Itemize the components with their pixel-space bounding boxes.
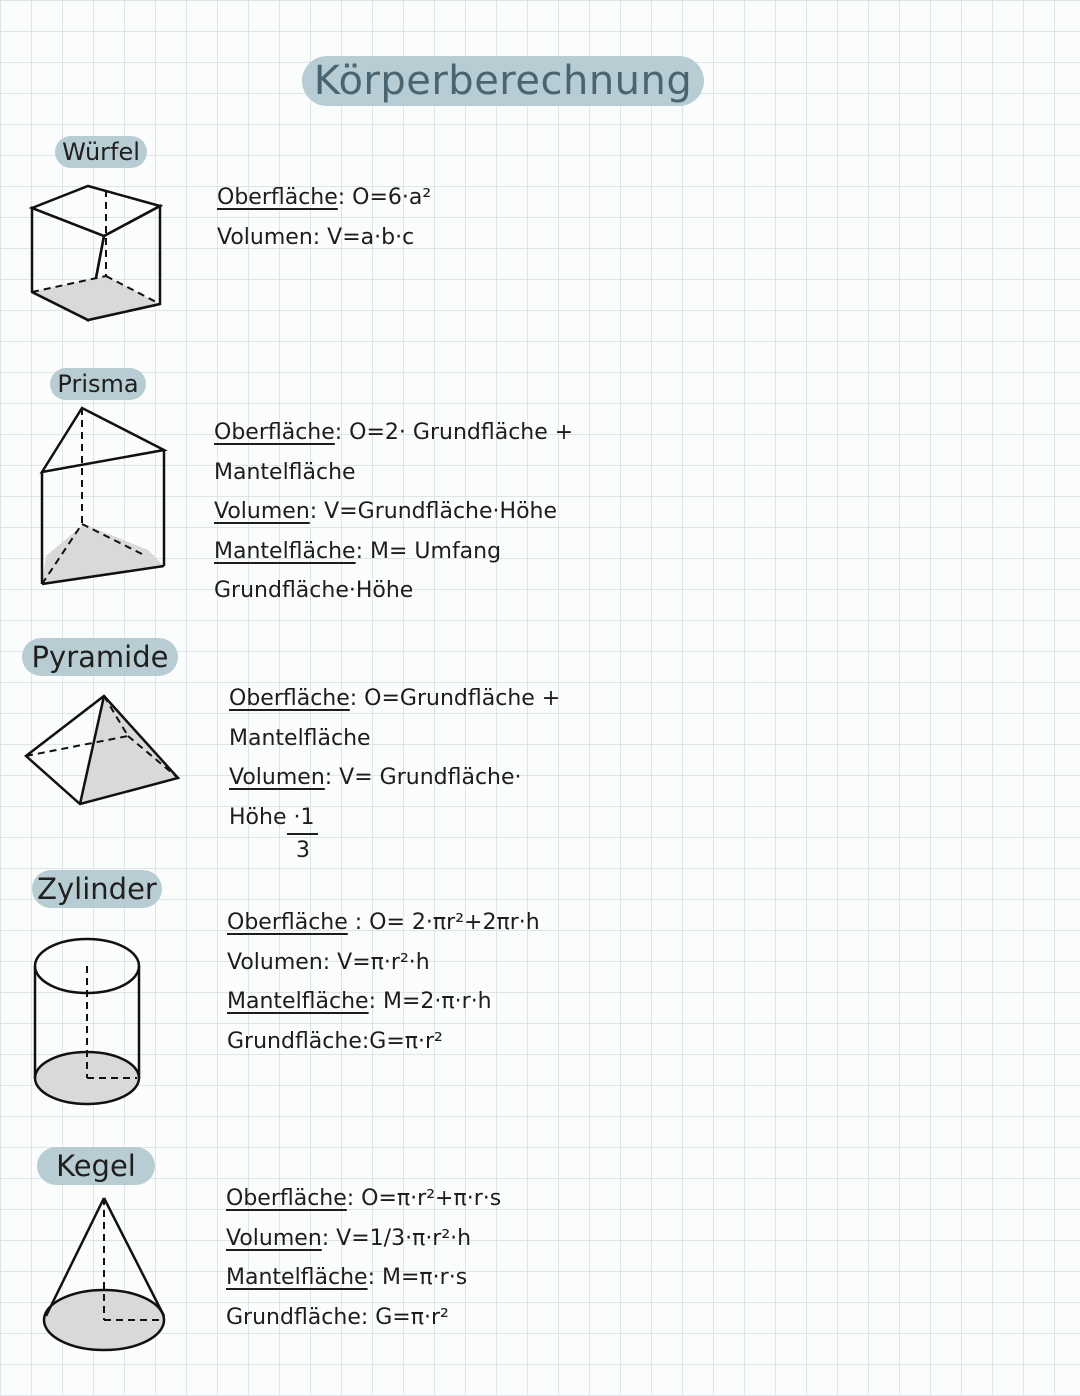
formulas-zylinder (227, 903, 540, 1061)
formula-line: Oberfläche: O=6·a² (217, 185, 432, 210)
formula-line: Volumen: V=Grundfläche·Höhe (214, 499, 558, 524)
formula-line: Mantelfläche (229, 725, 371, 751)
fraction-bar (287, 833, 318, 835)
formula-line: Volumen: V= Grundfläche· (229, 765, 522, 790)
formula-line: Volumen: V=1/3·π·r²·h (226, 1225, 472, 1251)
formula-line: Oberfläche : O= 2·πr²+2πr·h (227, 910, 540, 935)
formula-line: Mantelfläche (214, 459, 356, 485)
formula-line: Mantelfläche: M= Umfang (214, 538, 502, 564)
formula-line: Höhe ·1 (229, 804, 315, 830)
formula-line: Grundfläche:G=π·r² (227, 1028, 443, 1054)
formulas-prisma (214, 413, 573, 611)
section-label-pyramide: Pyramide (22, 638, 178, 676)
cylinder-icon (32, 936, 144, 1108)
fraction-denominator: 3 (296, 838, 310, 863)
formula-line: Oberfläche: O=2· Grundfläche + (214, 420, 574, 445)
page-title (302, 56, 704, 106)
page-title-text: Körperberechnung (313, 58, 693, 104)
formulas-kegel (226, 1179, 501, 1337)
formula-line: Oberfläche: O=π·r²+π·r·s (226, 1186, 502, 1211)
pyramid-icon (24, 694, 182, 808)
formula-line: Volumen: V=π·r²·h (227, 949, 430, 975)
formulas-pyramide (229, 679, 560, 837)
cube-icon (30, 184, 164, 324)
formula-line: Volumen: V=a·b·c (217, 224, 415, 250)
formula-line: Grundfläche: G=π·r² (226, 1304, 449, 1330)
cone-icon (42, 1196, 170, 1354)
section-label-kegel: Kegel (37, 1147, 155, 1185)
section-label-prisma: Prisma (50, 368, 146, 400)
formula-line: Mantelfläche: M=π·r·s (226, 1265, 468, 1290)
formulas-wuerfel (217, 178, 431, 257)
formula-line: Mantelfläche: M=2·π·r·h (227, 989, 492, 1014)
formula-line: Grundfläche·Höhe (214, 578, 414, 603)
formula-line: Oberfläche: O=Grundfläche + (229, 686, 561, 711)
prism-icon (38, 404, 168, 590)
section-label-wuerfel: Würfel (55, 136, 147, 168)
section-label-zylinder: Zylinder (32, 870, 162, 908)
